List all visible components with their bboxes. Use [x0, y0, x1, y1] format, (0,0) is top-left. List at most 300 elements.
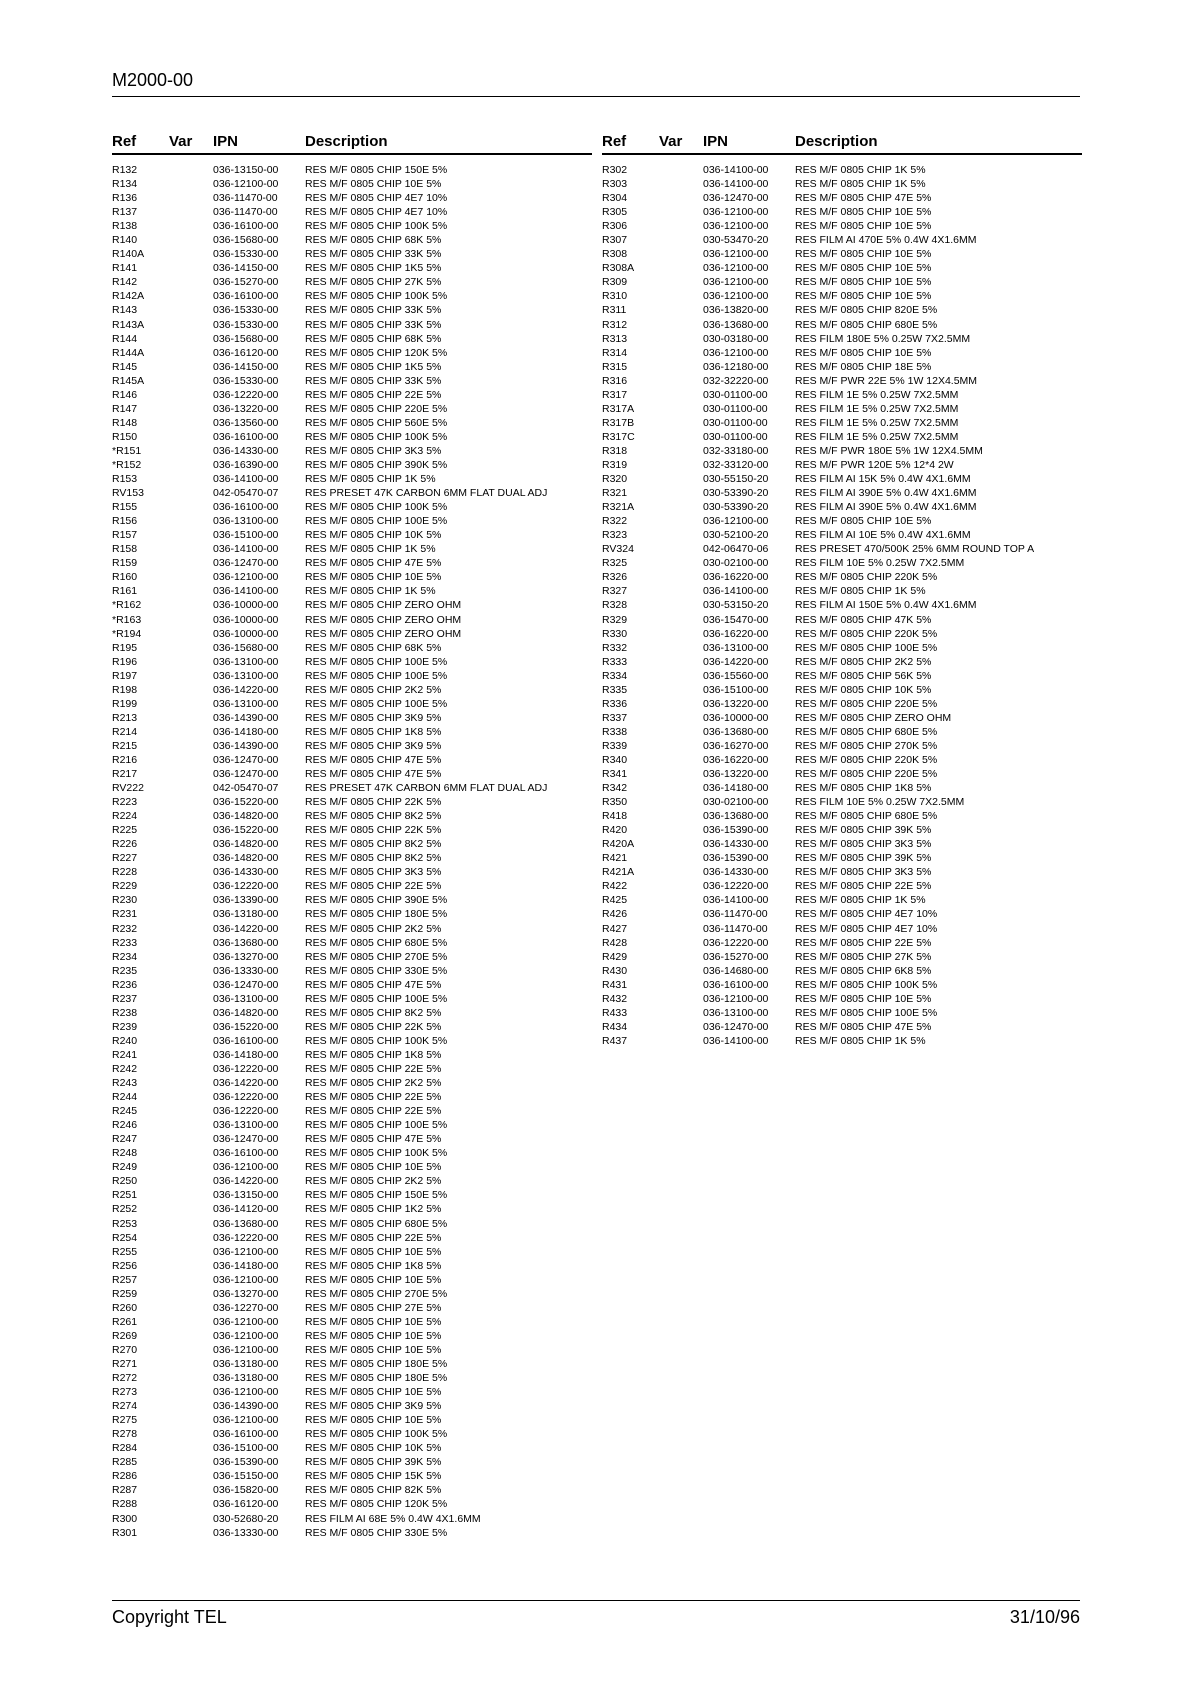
table-row: [112, 1188, 592, 1202]
ipn-cell: 030-52100-20: [703, 529, 769, 542]
table-row: [112, 1329, 592, 1343]
description-cell: RES M/F 0805 CHIP 3K3 5%: [795, 838, 932, 851]
description-cell: RES M/F 0805 CHIP 10E 5%: [795, 248, 932, 261]
ref-cell: R420A: [602, 838, 635, 851]
ipn-cell: 036-12100-00: [703, 992, 769, 1005]
table-row: [602, 346, 1082, 360]
ipn-cell: 030-02100-00: [703, 796, 769, 809]
ipn-cell: 036-14820-00: [213, 852, 279, 865]
ref-cell: R240: [112, 1034, 138, 1047]
description-cell: RES M/F 0805 CHIP 1K 5%: [795, 1034, 926, 1047]
ipn-cell: 036-13220-00: [213, 402, 279, 415]
ref-cell: R308A: [602, 262, 635, 275]
ipn-cell: 036-12220-00: [213, 1105, 279, 1118]
description-cell: RES M/F 0805 CHIP 180E 5%: [305, 908, 448, 921]
ipn-cell: 030-03180-00: [703, 332, 769, 345]
description-cell: RES M/F 0805 CHIP 10E 5%: [795, 220, 932, 233]
table-body: [602, 163, 1082, 1048]
description-cell: RES M/F 0805 CHIP 1K 5%: [305, 543, 436, 556]
table-row: [602, 879, 1082, 893]
ipn-cell: 036-10000-00: [213, 627, 279, 640]
ref-cell: R243: [112, 1077, 138, 1090]
description-cell: RES M/F 0805 CHIP 4E7 10%: [305, 206, 448, 219]
table-row: [602, 1006, 1082, 1020]
ipn-cell: 036-15680-00: [213, 641, 279, 654]
description-cell: RES M/F 0805 CHIP 68K 5%: [305, 332, 442, 345]
ipn-cell: 036-14100-00: [703, 585, 769, 598]
ipn-cell: 036-12100-00: [703, 515, 769, 528]
ipn-cell: 036-12100-00: [703, 220, 769, 233]
description-cell: RES FILM 10E 5% 0.25W 7X2.5MM: [795, 557, 965, 570]
ipn-cell: 036-16220-00: [703, 753, 769, 766]
ipn-cell: 036-12470-00: [213, 557, 279, 570]
description-cell: RES M/F 0805 CHIP 8K2 5%: [305, 838, 442, 851]
ipn-cell: 036-12220-00: [213, 1231, 279, 1244]
description-cell: RES M/F 0805 CHIP 39K 5%: [305, 1456, 442, 1469]
ref-cell: R234: [112, 950, 138, 963]
ref-cell: R341: [602, 768, 628, 781]
table-row: [112, 1034, 592, 1048]
table-row: [602, 613, 1082, 627]
table-row: [112, 865, 592, 879]
description-cell: RES M/F 0805 CHIP 39K 5%: [795, 852, 932, 865]
description-cell: RES M/F 0805 CHIP 4E7 10%: [795, 922, 938, 935]
ipn-cell: 030-53390-20: [703, 487, 769, 500]
ipn-cell: 036-12470-00: [213, 753, 279, 766]
table-row: [112, 1343, 592, 1357]
ipn-cell: 036-12470-00: [213, 978, 279, 991]
ref-cell: R350: [602, 796, 628, 809]
table-row: [112, 697, 592, 711]
ipn-cell: 036-12220-00: [213, 388, 279, 401]
description-cell: RES M/F 0805 CHIP 2K2 5%: [795, 655, 932, 668]
ref-cell: R225: [112, 824, 138, 837]
ipn-cell: 036-14100-00: [703, 1034, 769, 1047]
ipn-cell: 036-13100-00: [703, 1006, 769, 1019]
table-row: [112, 978, 592, 992]
ref-cell: R317: [602, 388, 628, 401]
ref-cell: R425: [602, 894, 628, 907]
description-cell: RES M/F 0805 CHIP 390K 5%: [305, 458, 448, 471]
description-cell: RES PRESET 470/500K 25% 6MM ROUND TOP A: [795, 543, 1035, 556]
description-cell: RES FILM 1E 5% 0.25W 7X2.5MM: [795, 430, 959, 443]
ipn-cell: 036-15330-00: [213, 248, 279, 261]
ipn-cell: 036-15560-00: [703, 669, 769, 682]
header-ipn: IPN: [213, 133, 239, 150]
ipn-cell: 036-12220-00: [703, 880, 769, 893]
description-cell: RES M/F 0805 CHIP 100K 5%: [305, 1428, 448, 1441]
ipn-cell: 036-15330-00: [213, 318, 279, 331]
table-row: [602, 219, 1082, 233]
description-cell: RES M/F 0805 CHIP 680E 5%: [305, 936, 448, 949]
description-cell: RES M/F 0805 CHIP 8K2 5%: [305, 852, 442, 865]
description-cell: RES M/F 0805 CHIP 270E 5%: [305, 1287, 448, 1300]
table-row: [602, 936, 1082, 950]
ipn-cell: 036-14180-00: [213, 1259, 279, 1272]
description-cell: RES M/F 0805 CHIP 22K 5%: [305, 796, 442, 809]
ipn-cell: 036-13270-00: [213, 950, 279, 963]
ipn-cell: 036-16100-00: [213, 501, 279, 514]
ipn-cell: 036-13680-00: [213, 936, 279, 949]
ref-cell: R427: [602, 922, 628, 935]
ref-cell: R140A: [112, 248, 145, 261]
ipn-cell: 036-15100-00: [703, 683, 769, 696]
ref-cell: R330: [602, 627, 628, 640]
ref-cell: R247: [112, 1133, 138, 1146]
description-cell: RES M/F 0805 CHIP 22E 5%: [795, 880, 932, 893]
ipn-cell: 036-15470-00: [703, 613, 769, 626]
ref-cell: R315: [602, 360, 628, 373]
table-row: [112, 907, 592, 921]
table-row: [602, 1020, 1082, 1034]
table-header: [602, 133, 1082, 155]
description-cell: RES M/F 0805 CHIP 100K 5%: [795, 978, 938, 991]
table-row: [602, 992, 1082, 1006]
ref-cell: R241: [112, 1048, 138, 1061]
ref-cell: *R162: [112, 599, 142, 612]
table-row: [602, 528, 1082, 542]
ipn-cell: 036-15220-00: [213, 1020, 279, 1033]
ipn-cell: 036-13180-00: [213, 908, 279, 921]
ipn-cell: 036-12470-00: [703, 1020, 769, 1033]
header-rule: [112, 96, 1080, 97]
description-cell: RES M/F 0805 CHIP 220E 5%: [795, 697, 938, 710]
table-row: [112, 500, 592, 514]
ref-cell: R257: [112, 1273, 138, 1286]
table-row: [112, 1497, 592, 1511]
ref-cell: R322: [602, 515, 628, 528]
ref-cell: R259: [112, 1287, 138, 1300]
table-row: [112, 1231, 592, 1245]
ref-cell: R303: [602, 178, 628, 191]
description-cell: RES FILM AI 390E 5% 0.4W 4X1.6MM: [795, 487, 977, 500]
description-cell: RES M/F 0805 CHIP 100E 5%: [305, 697, 448, 710]
ipn-cell: 036-12100-00: [703, 346, 769, 359]
ipn-cell: 036-14100-00: [703, 178, 769, 191]
table-row: [112, 374, 592, 388]
description-cell: RES M/F 0805 CHIP ZERO OHM: [305, 599, 462, 612]
description-cell: RES M/F 0805 CHIP 47E 5%: [305, 753, 442, 766]
ref-cell: R418: [602, 810, 628, 823]
table-row: [112, 261, 592, 275]
ref-cell: R198: [112, 683, 138, 696]
ref-cell: R251: [112, 1189, 138, 1202]
table-row: [602, 964, 1082, 978]
ref-cell: R338: [602, 725, 628, 738]
ipn-cell: 036-12220-00: [703, 936, 769, 949]
ref-cell: R306: [602, 220, 628, 233]
table-row: [602, 289, 1082, 303]
description-cell: RES M/F 0805 CHIP 100K 5%: [305, 290, 448, 303]
table-row: [602, 388, 1082, 402]
ipn-cell: 036-16120-00: [213, 346, 279, 359]
table-row: [602, 542, 1082, 556]
table-row: [112, 613, 592, 627]
description-cell: RES FILM AI 390E 5% 0.4W 4X1.6MM: [795, 501, 977, 514]
table-row: [602, 837, 1082, 851]
table-row: [602, 865, 1082, 879]
table-row: [602, 978, 1082, 992]
table-row: [112, 1146, 592, 1160]
table-row: [112, 1104, 592, 1118]
table-row: [602, 318, 1082, 332]
ref-cell: R233: [112, 936, 138, 949]
table-row: [602, 711, 1082, 725]
ipn-cell: 036-13390-00: [213, 894, 279, 907]
description-cell: RES M/F 0805 CHIP 4E7 10%: [305, 192, 448, 205]
ipn-cell: 036-13680-00: [703, 810, 769, 823]
ipn-cell: 036-12100-00: [703, 248, 769, 261]
description-cell: RES M/F 0805 CHIP 56K 5%: [795, 669, 932, 682]
ipn-cell: 030-52680-20: [213, 1512, 279, 1525]
ipn-cell: 036-12100-00: [213, 1386, 279, 1399]
description-cell: RES FILM AI 15K 5% 0.4W 4X1.6MM: [795, 473, 971, 486]
description-cell: RES M/F 0805 CHIP 120K 5%: [305, 1498, 448, 1511]
description-cell: RES M/F 0805 CHIP 1K8 5%: [305, 725, 442, 738]
ref-cell: R426: [602, 908, 628, 921]
description-cell: RES M/F 0805 CHIP 100E 5%: [795, 641, 938, 654]
ipn-cell: 036-12100-00: [213, 1329, 279, 1342]
table-row: [602, 416, 1082, 430]
ipn-cell: 036-14180-00: [703, 782, 769, 795]
ref-cell: R142A: [112, 290, 145, 303]
table-row: [112, 1020, 592, 1034]
description-cell: RES M/F 0805 CHIP 10E 5%: [305, 1343, 442, 1356]
table-row: [112, 823, 592, 837]
ref-cell: R229: [112, 880, 138, 893]
table-row: [112, 570, 592, 584]
table-row: [602, 683, 1082, 697]
table-row: [602, 922, 1082, 936]
ref-cell: R236: [112, 978, 138, 991]
description-cell: RES M/F 0805 CHIP 4E7 10%: [795, 908, 938, 921]
description-cell: RES M/F 0805 CHIP 10E 5%: [305, 1161, 442, 1174]
table-row: [602, 851, 1082, 865]
description-cell: RES M/F 0805 CHIP 22E 5%: [305, 1091, 442, 1104]
ipn-cell: 036-11470-00: [213, 206, 278, 219]
table-row: [112, 1315, 592, 1329]
ref-cell: R227: [112, 852, 138, 865]
description-cell: RES FILM 1E 5% 0.25W 7X2.5MM: [795, 388, 959, 401]
description-cell: RES M/F 0805 CHIP 1K 5%: [305, 473, 436, 486]
table-row: [602, 823, 1082, 837]
table-row: [112, 964, 592, 978]
ipn-cell: 036-13680-00: [703, 725, 769, 738]
ref-cell: R145: [112, 360, 138, 373]
description-cell: RES M/F 0805 CHIP 8K2 5%: [305, 810, 442, 823]
ref-cell: R216: [112, 753, 138, 766]
table-header: [112, 133, 592, 155]
table-row: [112, 1287, 592, 1301]
table-row: [112, 893, 592, 907]
ref-cell: R319: [602, 458, 628, 471]
header-var: Var: [169, 133, 193, 150]
ipn-cell: 036-14330-00: [703, 866, 769, 879]
table-row: [602, 275, 1082, 289]
table-row: [602, 514, 1082, 528]
ipn-cell: 030-01100-00: [703, 416, 768, 429]
description-cell: RES M/F 0805 CHIP 10E 5%: [305, 1414, 442, 1427]
description-cell: RES M/F 0805 CHIP 390E 5%: [305, 894, 448, 907]
ipn-cell: 036-13560-00: [213, 416, 279, 429]
ref-cell: R320: [602, 473, 628, 486]
ref-cell: R421: [602, 852, 628, 865]
table-row: [602, 781, 1082, 795]
header-description: Description: [795, 133, 878, 150]
table-row: [112, 1512, 592, 1526]
ipn-cell: 036-16100-00: [213, 1428, 279, 1441]
ipn-cell: 036-12100-00: [213, 1414, 279, 1427]
ipn-cell: 036-14220-00: [703, 655, 769, 668]
ref-cell: R287: [112, 1484, 138, 1497]
ref-cell: R284: [112, 1442, 138, 1455]
description-cell: RES M/F 0805 CHIP 2K2 5%: [305, 683, 442, 696]
description-cell: RES M/F 0805 CHIP 3K3 5%: [305, 866, 442, 879]
description-cell: RES M/F 0805 CHIP 100E 5%: [305, 1119, 448, 1132]
ipn-cell: 036-13100-00: [213, 655, 279, 668]
ipn-cell: 036-16100-00: [213, 220, 279, 233]
table-row: [112, 936, 592, 950]
ipn-cell: 036-15330-00: [213, 374, 279, 387]
description-cell: RES M/F 0805 CHIP 1K 5%: [795, 178, 926, 191]
description-cell: RES M/F 0805 CHIP 10E 5%: [305, 178, 442, 191]
header-ref: Ref: [112, 133, 137, 150]
description-cell: RES M/F 0805 CHIP 10E 5%: [795, 992, 932, 1005]
table-row: [602, 725, 1082, 739]
ipn-cell: 036-14220-00: [213, 1077, 279, 1090]
table-row: [112, 598, 592, 612]
description-cell: RES M/F 0805 CHIP 22E 5%: [305, 1231, 442, 1244]
table-row: [112, 992, 592, 1006]
ipn-cell: 036-14100-00: [213, 585, 279, 598]
ref-cell: R254: [112, 1231, 138, 1244]
ipn-cell: 036-12180-00: [703, 360, 769, 373]
table-row: [602, 458, 1082, 472]
description-cell: RES FILM 180E 5% 0.25W 7X2.5MM: [795, 332, 971, 345]
table-row: [112, 1483, 592, 1497]
ref-cell: R335: [602, 683, 628, 696]
table-row: [602, 598, 1082, 612]
ref-cell: R235: [112, 964, 138, 977]
description-cell: RES M/F 0805 CHIP 680E 5%: [305, 1217, 448, 1230]
ref-cell: R136: [112, 192, 138, 205]
ref-cell: R245: [112, 1105, 138, 1118]
table-row: [112, 514, 592, 528]
table-row: [112, 303, 592, 317]
description-cell: RES M/F 0805 CHIP 10E 5%: [305, 1329, 442, 1342]
ipn-cell: 036-13180-00: [213, 1372, 279, 1385]
table-row: [602, 205, 1082, 219]
table-row: [112, 655, 592, 669]
ipn-cell: 036-15100-00: [213, 529, 279, 542]
ipn-cell: 036-13220-00: [703, 697, 769, 710]
ipn-cell: 036-14390-00: [213, 739, 279, 752]
ipn-cell: 036-14820-00: [213, 810, 279, 823]
ref-cell: R333: [602, 655, 628, 668]
table-row: [602, 767, 1082, 781]
description-cell: RES M/F 0805 CHIP 47K 5%: [795, 613, 932, 626]
description-cell: RES M/F 0805 CHIP 680E 5%: [795, 810, 938, 823]
table-row: [602, 655, 1082, 669]
parts-table-left: [112, 133, 592, 1540]
ref-cell: R316: [602, 374, 628, 387]
ref-cell: R226: [112, 838, 138, 851]
ipn-cell: 036-10000-00: [213, 599, 279, 612]
description-cell: RES M/F 0805 CHIP 220K 5%: [795, 627, 938, 640]
ref-cell: R321A: [602, 501, 635, 514]
ipn-cell: 036-13220-00: [703, 768, 769, 781]
ref-cell: R302: [602, 164, 628, 176]
ipn-cell: 036-12100-00: [703, 262, 769, 275]
ref-cell: RV222: [112, 782, 144, 795]
ref-cell: *R163: [112, 613, 142, 626]
ipn-cell: 036-14820-00: [213, 838, 279, 851]
ipn-cell: 036-12100-00: [213, 1315, 279, 1328]
table-row: [112, 641, 592, 655]
ipn-cell: 036-11470-00: [703, 922, 768, 935]
ipn-cell: 036-16270-00: [703, 739, 769, 752]
description-cell: RES M/F 0805 CHIP 22E 5%: [305, 1063, 442, 1075]
table-row: [602, 584, 1082, 598]
table-row: [112, 205, 592, 219]
table-row: [112, 781, 592, 795]
ref-cell: R260: [112, 1301, 138, 1314]
table-row: [112, 753, 592, 767]
table-row: [602, 163, 1082, 177]
table-row: [112, 416, 592, 430]
ipn-cell: 036-12100-00: [213, 571, 279, 584]
description-cell: RES M/F 0805 CHIP 1K5 5%: [305, 360, 442, 373]
description-cell: RES M/F 0805 CHIP 10E 5%: [305, 1245, 442, 1258]
table-row: [602, 332, 1082, 346]
table-row: [112, 219, 592, 233]
table-row: [602, 500, 1082, 514]
ipn-cell: 036-12100-00: [213, 1245, 279, 1258]
ipn-cell: 030-01100-00: [703, 388, 768, 401]
description-cell: RES M/F 0805 CHIP 150E 5%: [305, 164, 448, 176]
ref-cell: R307: [602, 234, 628, 247]
ref-cell: R272: [112, 1372, 138, 1385]
table-row: [602, 374, 1082, 388]
description-cell: RES M/F 0805 CHIP 47E 5%: [305, 978, 442, 991]
ipn-cell: 042-06470-06: [703, 543, 769, 556]
description-cell: RES M/F 0805 CHIP 47E 5%: [305, 557, 442, 570]
description-cell: RES FILM 10E 5% 0.25W 7X2.5MM: [795, 796, 965, 809]
ref-cell: R317B: [602, 416, 635, 429]
ipn-cell: 036-11470-00: [703, 908, 768, 921]
table-row: [112, 1245, 592, 1259]
table-row: [602, 739, 1082, 753]
ref-cell: R305: [602, 206, 628, 219]
table-row: [602, 430, 1082, 444]
table-row: [112, 458, 592, 472]
ref-cell: *R194: [112, 627, 142, 640]
table-row: [112, 177, 592, 191]
description-cell: RES M/F 0805 CHIP 100K 5%: [305, 430, 448, 443]
description-cell: RES M/F 0805 CHIP 47E 5%: [795, 1020, 932, 1033]
ipn-cell: 036-13150-00: [213, 1189, 279, 1202]
ipn-cell: 036-16390-00: [213, 458, 279, 471]
ref-cell: R318: [602, 444, 628, 457]
table-row: [602, 809, 1082, 823]
ipn-cell: 036-12470-00: [703, 192, 769, 205]
table-row: [112, 1301, 592, 1315]
table-row: [112, 542, 592, 556]
description-cell: RES M/F 0805 CHIP 10E 5%: [305, 1386, 442, 1399]
ref-cell: R158: [112, 543, 138, 556]
ipn-cell: 036-14100-00: [703, 894, 769, 907]
table-row: [112, 1174, 592, 1188]
